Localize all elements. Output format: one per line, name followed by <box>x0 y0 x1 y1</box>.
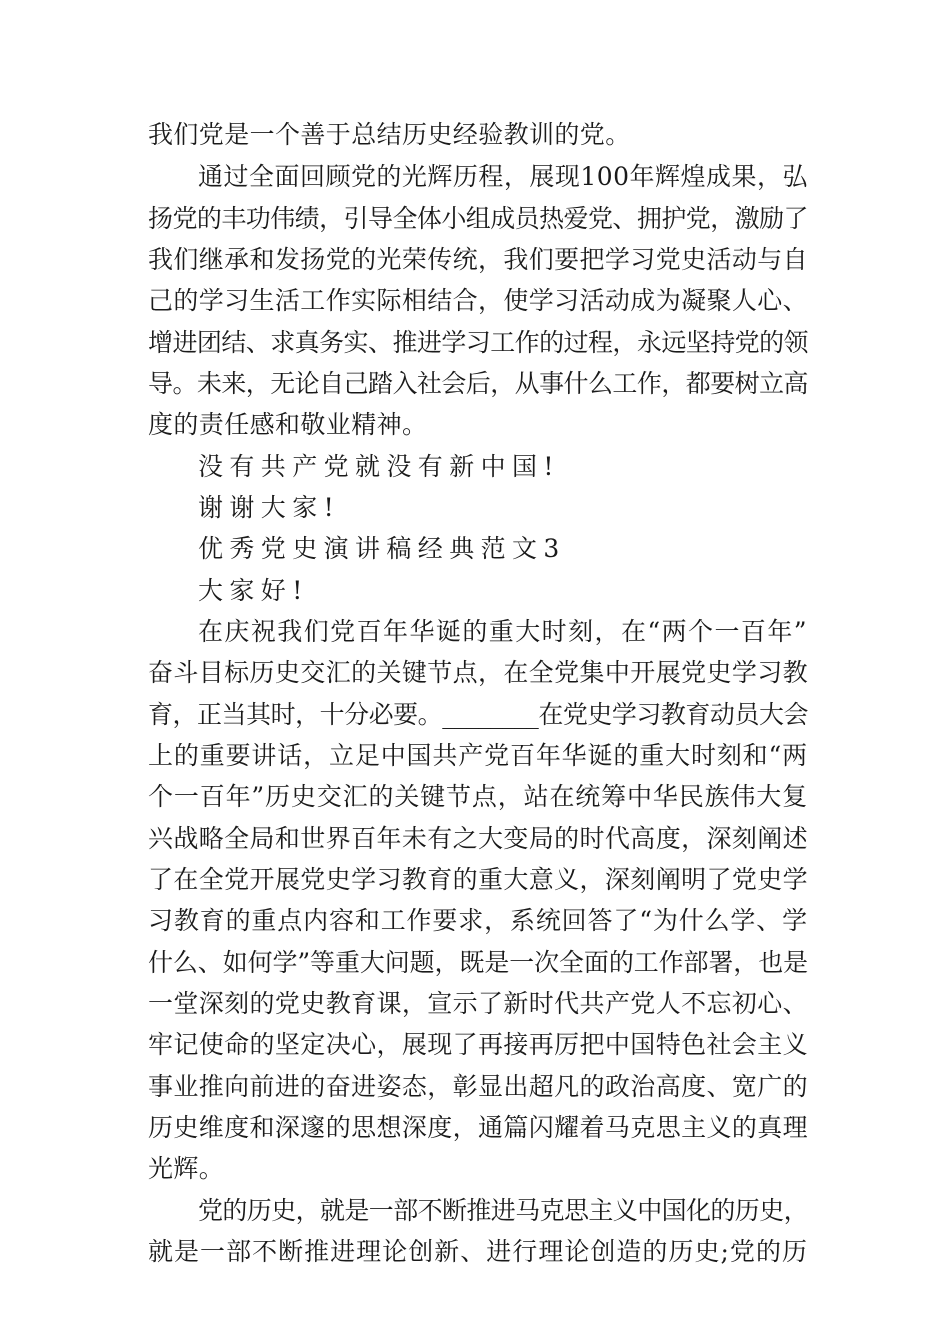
text-line: 兴战略全局和世界百年未有之大变局的时代高度，深刻阐述 <box>148 824 808 853</box>
paragraph-line: 没有共产党就没有新中国! <box>198 452 560 481</box>
text-line: 历史维度和深邃的思想深度，通篇闪耀着马克思主义的真理 <box>148 1113 808 1142</box>
greeting-line: 大家好! <box>198 576 309 605</box>
text-line: 己的学习生活工作实际相结合，使学习活动成为凝聚人心、 <box>148 286 808 315</box>
text-line: 个一百年”历史交汇的关键节点，站在统筹中华民族伟大复 <box>148 782 808 811</box>
text-line: 事业推向前进的奋进姿态，彰显出超凡的政治高度、宽广的 <box>148 1072 808 1101</box>
text-line: 导。未来，无论自己踏入社会后，从事什么工作，都要树立高 <box>148 369 808 398</box>
text-line: 育，正当其时，十分必要。________在党史学习教育动员大会 <box>148 700 808 729</box>
paragraph-first-line: 在庆祝我们党百年华诞的重大时刻，在“两个一百年” <box>198 617 808 646</box>
text-line: 什么、如何学”等重大问题，既是一次全面的工作部署，也是 <box>148 948 808 977</box>
text-line: 习教育的重点内容和工作要求，系统回答了“为什么学、学 <box>148 906 808 935</box>
text-line: 一堂深刻的党史教育课，宣示了新时代共产党人不忘初心、 <box>148 989 808 1018</box>
text-line: 我们党是一个善于总结历史经验教训的党。 <box>148 120 631 149</box>
paragraph-line: 谢谢大家! <box>198 493 341 522</box>
text-line: 上的重要讲话，立足中国共产党百年华诞的重大时刻和“两 <box>148 741 808 770</box>
paragraph-first-line: 通过全面回顾党的光辉历程，展现100年辉煌成果，弘 <box>198 162 808 191</box>
text-line: 增进团结、求真务实、推进学习工作的过程，永远坚持党的领 <box>148 328 808 357</box>
text-line: 度的责任感和敬业精神。 <box>148 410 428 439</box>
text-line: 了在全党开展党史学习教育的重大意义，深刻阐明了党史学 <box>148 865 808 894</box>
section-title: 优秀党史演讲稿经典范文3 <box>198 534 566 563</box>
paragraph-first-line: 党的历史，就是一部不断推进马克思主义中国化的历史， <box>198 1196 808 1225</box>
text-line: 牢记使命的坚定决心，展现了再接再厉把中国特色社会主义 <box>148 1030 808 1059</box>
text-line: 就是一部不断推进理论创新、进行理论创造的历史;党的历 <box>148 1237 808 1266</box>
text-line: 光辉。 <box>148 1154 225 1183</box>
text-line: 我们继承和发扬党的光荣传统，我们要把学习党史活动与自 <box>148 245 808 274</box>
text-line: 扬党的丰功伟绩，引导全体小组成员热爱党、拥护党，激励了 <box>148 204 808 233</box>
text-line: 奋斗目标历史交汇的关键节点，在全党集中开展党史学习教 <box>148 658 808 687</box>
